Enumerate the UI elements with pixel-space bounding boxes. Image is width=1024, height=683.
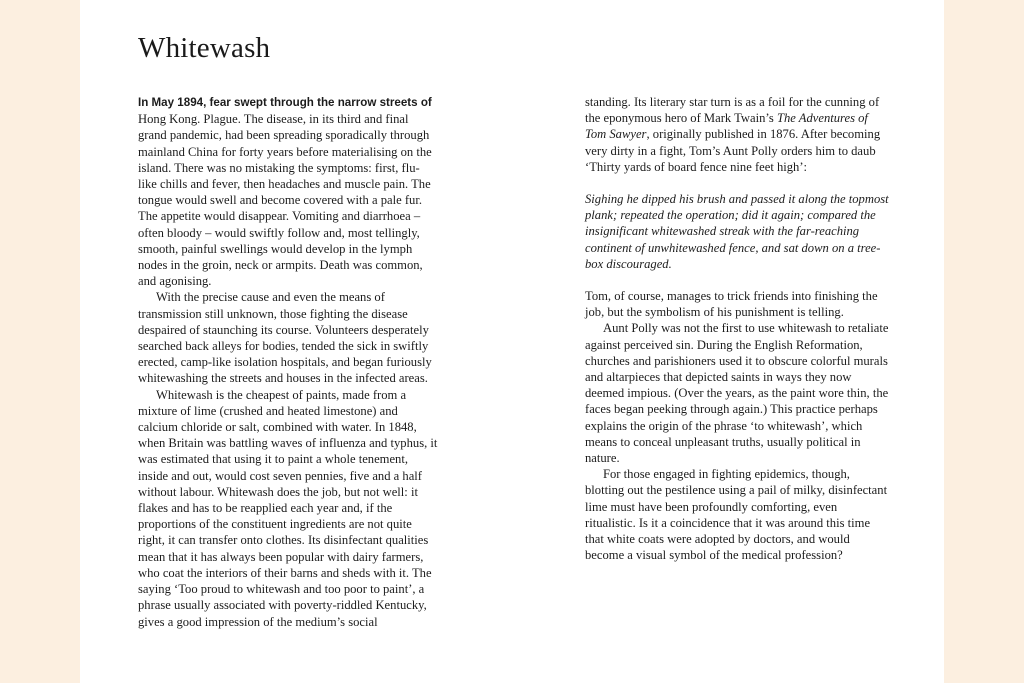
left-column xyxy=(138,94,438,630)
paragraph-3: Whitewash is the cheapest of paints, made from a mixture of lime (crushed and heated limestone) and calcium chloride or salt, combined with water. In 1848, when Britain was battling waves of influenza and typhus, it was estimated that using it to paint a whole tenement, inside and out, would cost seven pennies, five and a half without labour. Whitewash does the job, but not well: it flakes and has to be reapplied each year and, if the proportions of the constituent ingredients are not quite right, it can transfer onto clothes. Its disinfectant qualities mean that it has always been popular with dairy farmers, who coat the interiors of their barns and sheds with it. The saying ‘Too proud to whitewash and too poor to paint’, a phrase usually associated with poverty-riddled Kentucky, gives a good impression of the medium’s social xyxy=(138,387,438,629)
book-page xyxy=(80,0,944,683)
paragraph-continued xyxy=(585,94,890,175)
paragraph-opening-text: Hong Kong. Plague. The disease, in its third and final grand pandemic, had been spreading sporadically through mainland China for forty years before materialising on the island. There was no mistaking the symptoms: first, flu-like chills and fever, then headaches and muscle pain. The tongue would swell and become covered with a pale fur. The appetite would disappear. Vomiting and diarrhoea – often bloody – would swiftly follow and, most tellingly, smooth, painful swellings would develop in the lymph nodes in the groin, neck or armpits. Death was common, and agonising. xyxy=(138,112,432,289)
paragraph-epidemics: For those engaged in fighting epidemics, though, blotting out the pestilence using a pail of milky, disinfectant lime must have been profoundly comforting, even ritualistic. Is it a coincidence that it was around this time that white coats were adopted by doctors, and would become a visual symbol of the medical profession? xyxy=(585,467,888,563)
paragraph-reformation: Aunt Polly was not the first to use whitewash to retaliate against perceived sin. During the English Reformation, churches and parishioners used it to obscure colorful murals and altarpieces that depicted saints in ways they now deemed impious. (Over the years, as the paint wore thin, the faces began peeking through again.) This practice perhaps explains the origin of the phrase ‘to whitewash’, which means to conceal unpleasant truths, usually political in nature. xyxy=(585,321,889,466)
paragraph-continued-text-b: , originally published in 1876. After becoming very dirty in a fight, Tom’s Aunt Polly orders him to daub ‘Thirty yards of board fence nine feet high’: xyxy=(585,127,881,174)
paragraph-tom: Tom, of course, manages to trick friends into finishing the job, but the symbolism of his punishment is telling. xyxy=(585,289,878,320)
block-quote: Sighing he dipped his brush and passed it along the topmost plank; repeated the operation; did it again; compared the insignificant whitewashed streak with the far-reaching continent of unwhitewashed fence, and sat down on a tree-box discouraged. xyxy=(585,192,889,271)
paragraph-opening xyxy=(138,94,438,289)
right-column xyxy=(585,94,890,563)
paragraph-2: With the precise cause and even the means of transmission still unknown, those fighting the disease despaired of staunching its course. Volunteers desperately searched back alleys for bodies, tended the sick in swiftly erected, camp-like isolation hospitals, and began furiously whitewashing the streets and houses in the infected areas. xyxy=(138,290,432,386)
page-title: Whitewash xyxy=(138,32,271,64)
book-title: The Adventures of Tom Sawyer xyxy=(585,111,868,142)
lead-in-text: In May 1894, fear swept through the narrow streets of xyxy=(138,96,432,109)
paragraph-continued-text-a: standing. Its literary star turn is as a foil for the cunning of the eponymous hero of Mark Twain’s xyxy=(585,95,880,126)
